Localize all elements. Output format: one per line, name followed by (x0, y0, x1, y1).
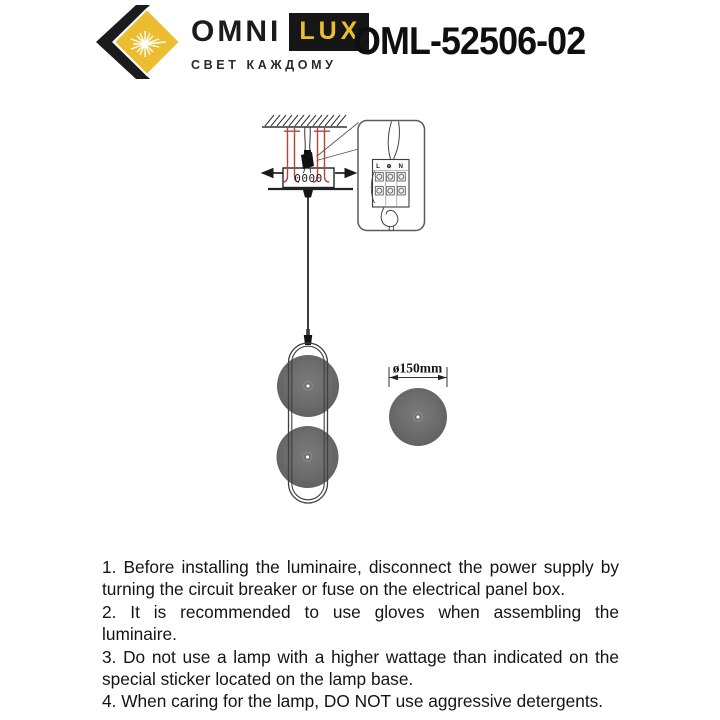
instruction-line: 4. When caring for the lamp, DO NOT use aggressive detergents. (102, 691, 604, 712)
instruction-line: 2. It is recommended to use gloves when assembling the (102, 601, 619, 622)
model-number: OML-52506-02 (353, 20, 586, 63)
arrow-right-icon (345, 169, 356, 178)
terminal-header-label: L ⊕ N (376, 163, 406, 170)
brand-tagline: СВЕТ КАЖДОМУ (191, 58, 337, 72)
instruction-line: 3. Do not use a lamp with a higher wattage than indicated on the (102, 646, 619, 667)
instruction-line: turning the circuit breaker or fuse on the electrical panel box. (102, 579, 566, 600)
instruction-line: 1. Before installing the luminaire, disconnect the power supply by (102, 557, 619, 577)
instructions-block (102, 556, 619, 713)
dimension-label: ø150mm (392, 360, 443, 376)
terminal-detail-box (358, 121, 425, 231)
pendant-lamp (277, 329, 340, 503)
brand-word-lux: LUX (289, 13, 369, 51)
arrow-left-icon (262, 169, 273, 178)
cable-gland (303, 190, 313, 198)
canopy-label: 0000 (294, 172, 323, 185)
instruction-line: special sticker located on the lamp base. (102, 669, 414, 690)
disc-top-view (389, 361, 447, 447)
instruction-line: luminaire. (102, 624, 177, 645)
wire-connector (301, 127, 314, 173)
ceiling-hatch (262, 115, 347, 127)
callout-pointer-lines (317, 123, 359, 161)
brand-word-omni: OMNI (191, 15, 282, 48)
